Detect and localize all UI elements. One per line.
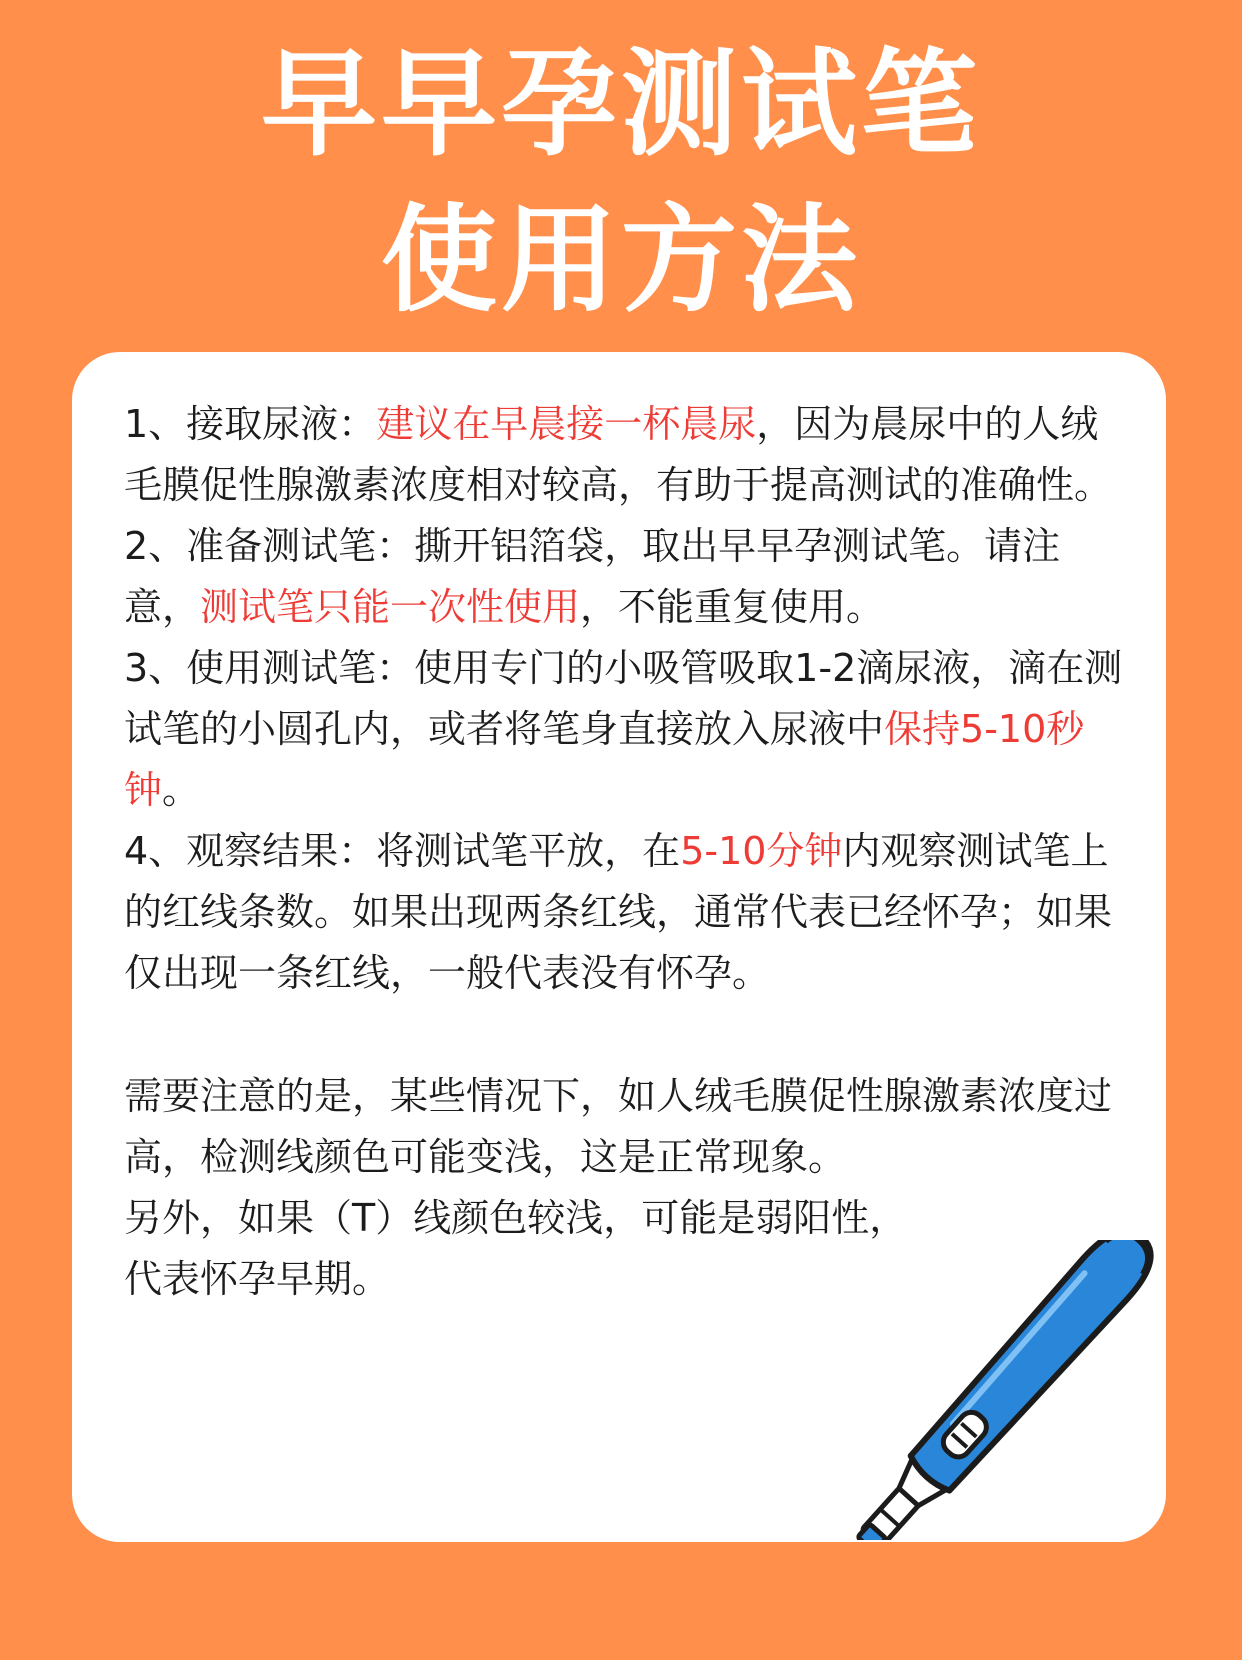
note-paragraph-1: 需要注意的是，某些情况下，如人绒毛膜促性腺激素浓度过高，检测线颜色可能变浅，这是正常现象。: [124, 1074, 1113, 1179]
paragraph-gap: [124, 1004, 1124, 1066]
step-3-rest: 。: [162, 768, 201, 812]
step-3-text: 3、使用测试笔：使用专门的小吸管吸取1-2滴尿液，滴在测试笔的小圆孔内，或者将笔身直接放入尿液中: [124, 646, 1123, 751]
pregnancy-test-pen-icon: [840, 1240, 1170, 1540]
step-4-rest: 内观察测试笔上的红线条数。如果出现两条红线，通常代表已经怀孕；如果仅出现一条红线，一般代表没有怀孕。: [124, 829, 1113, 995]
step-4-highlight: 5-10分钟: [680, 829, 843, 873]
step-2: [124, 516, 1124, 638]
page-title-line1: 早早孕测试笔: [261, 37, 981, 172]
note-line-2: 另外，如果（T）线颜色较浅，可能是弱阳性，: [124, 1196, 908, 1240]
step-3-highlight: 保持5-10秒钟: [124, 707, 1085, 812]
step-1-text: 1、接取尿液：: [124, 402, 377, 446]
step-2-highlight: 测试笔只能一次性使用: [200, 585, 581, 629]
step-1-highlight: 建议在早晨接一杯晨尿: [376, 402, 757, 446]
step-1-rest: ，因为晨尿中的人绒毛膜促性腺激素浓度相对较高，有助于提高测试的准确性。: [124, 402, 1113, 507]
step-1: [124, 394, 1124, 516]
step-2-text: 2、准备测试笔：撕开铝箔袋，取出早早孕测试笔。请注意，: [124, 524, 1061, 629]
note-line-3: 代表怀孕早期。: [124, 1257, 391, 1301]
instructions-content: [124, 394, 1124, 1310]
page-title-line2: 使用方法: [381, 193, 861, 328]
step-4: [124, 821, 1124, 1004]
step-3: [124, 638, 1124, 821]
step-4-text: 4、观察结果：将测试笔平放，在: [124, 829, 681, 873]
pen-body: [904, 1240, 1164, 1497]
step-2-rest: ，不能重复使用。: [580, 585, 885, 629]
